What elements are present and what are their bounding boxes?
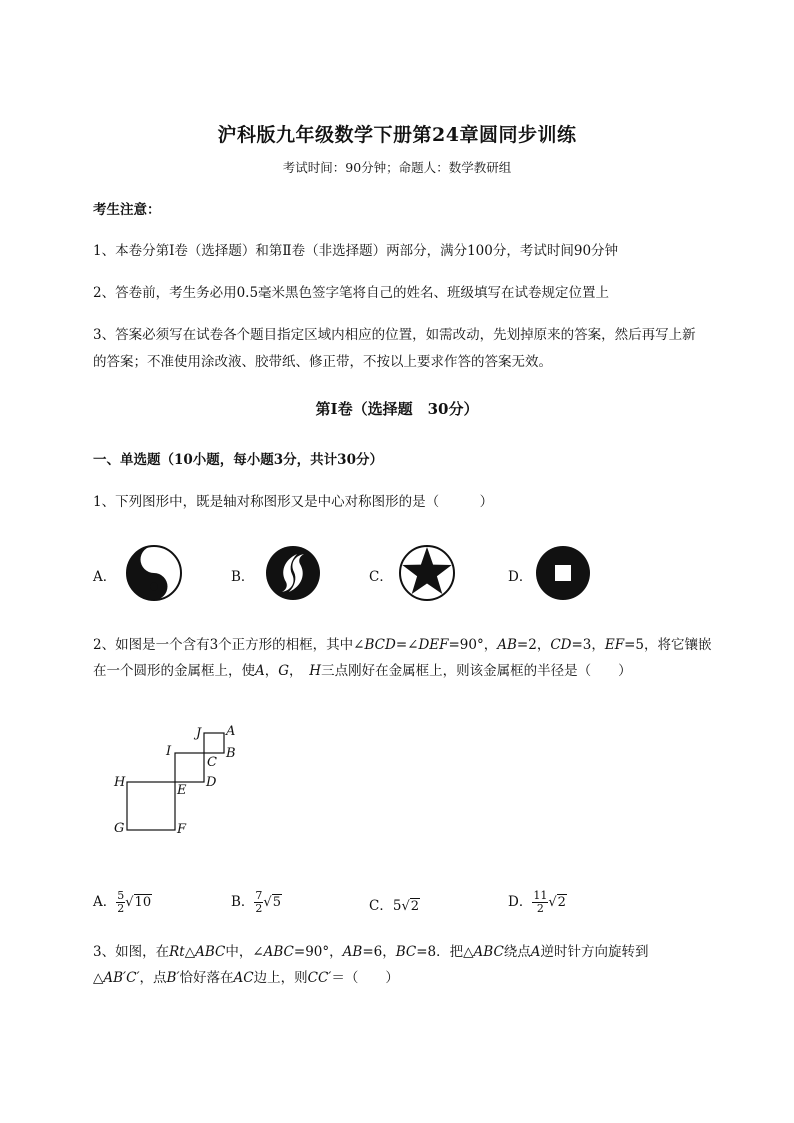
- q2-option-c: C．5√2: [369, 898, 420, 914]
- q3-stem-line1: 3、如图，在Rt△ABC中，∠ABC=90°，AB=6，BC=8．把△ABC绕点A逆时针方向旋转到: [93, 944, 649, 960]
- label-J: J: [196, 726, 202, 741]
- q2-option-d: D． $\frac{11}{2}$ √2: [508, 889, 566, 915]
- label-I: I: [166, 744, 172, 759]
- notice-item-3: 3、答案必须写在试卷各个题目指定区域内相应的位置，如需改动，先划掉原来的答案，然后再写上新: [93, 327, 696, 343]
- label-G: G: [114, 821, 125, 836]
- q2-option-b: B． $\frac{7}{2}$ √5: [231, 889, 281, 915]
- q2-stem-line2: 在一个圆形的金属框上，使A，G， H三点刚好在金属框上，则该金属框的半径是（ ）: [93, 663, 632, 679]
- label-D: D: [206, 775, 217, 790]
- q1-option-a-label: A．: [93, 569, 117, 585]
- q1-option-c-label: C．: [369, 569, 393, 585]
- q3-stem-line2: △AB′C′，点B′恰好落在AC边上，则CC′＝（ ）: [93, 970, 399, 986]
- notice-item-1: 1、本卷分第I卷（选择题）和第Ⅱ卷（非选择题）两部分，满分100分，考试时间90分钟: [93, 243, 619, 259]
- q1-option-d-label: D．: [508, 569, 533, 585]
- star-in-circle-icon: [398, 544, 456, 602]
- notice-item-2: 2、答卷前，考生务必用0.5毫米黑色签字笔将自己的姓名、班级填写在试卷规定位置上: [93, 285, 610, 301]
- yin-yang-icon: [125, 544, 183, 602]
- label-A: A: [226, 724, 236, 739]
- label-C: C: [207, 755, 217, 770]
- q1-option-b-label: B．: [231, 569, 255, 585]
- page-title: 沪科版九年级数学下册第24章圆同步训练: [217, 124, 577, 146]
- section-heading: 一、单选题（10小题，每小题3分，共计30分）: [93, 452, 383, 468]
- label-F: F: [177, 822, 187, 837]
- square-iedc: [175, 753, 204, 782]
- square-hgfe: [127, 782, 175, 830]
- swirl-emblem-icon: [264, 544, 322, 602]
- q2-option-a: A． $\frac{5}{2}$ √10: [93, 889, 152, 915]
- square-hole-coin-icon: [534, 544, 592, 602]
- exam-subtitle: 考试时间：90分钟；命题人：数学教研组: [282, 160, 512, 175]
- label-H: H: [114, 775, 126, 790]
- q1-stem: 1、下列图形中，既是轴对称图形又是中心对称图形的是（ ）: [93, 494, 494, 510]
- q2-stem-line1: 2、如图是一个含有3个正方形的相框，其中∠BCD=∠DEF=90°，AB=2，CD=3，EF=5，将它镶嵌: [93, 637, 712, 653]
- label-E: E: [177, 783, 187, 798]
- notice-item-3-cont: 的答案；不准使用涂改液、胶带纸、修正带，不按以上要求作答的答案无效。: [93, 354, 552, 370]
- square-jabc: [204, 733, 224, 753]
- label-B: B: [226, 746, 236, 761]
- three-squares-figure: [105, 720, 245, 845]
- part1-title: 第I卷（选择题 30分）: [315, 400, 479, 418]
- notice-heading: 考生注意：: [93, 202, 161, 218]
